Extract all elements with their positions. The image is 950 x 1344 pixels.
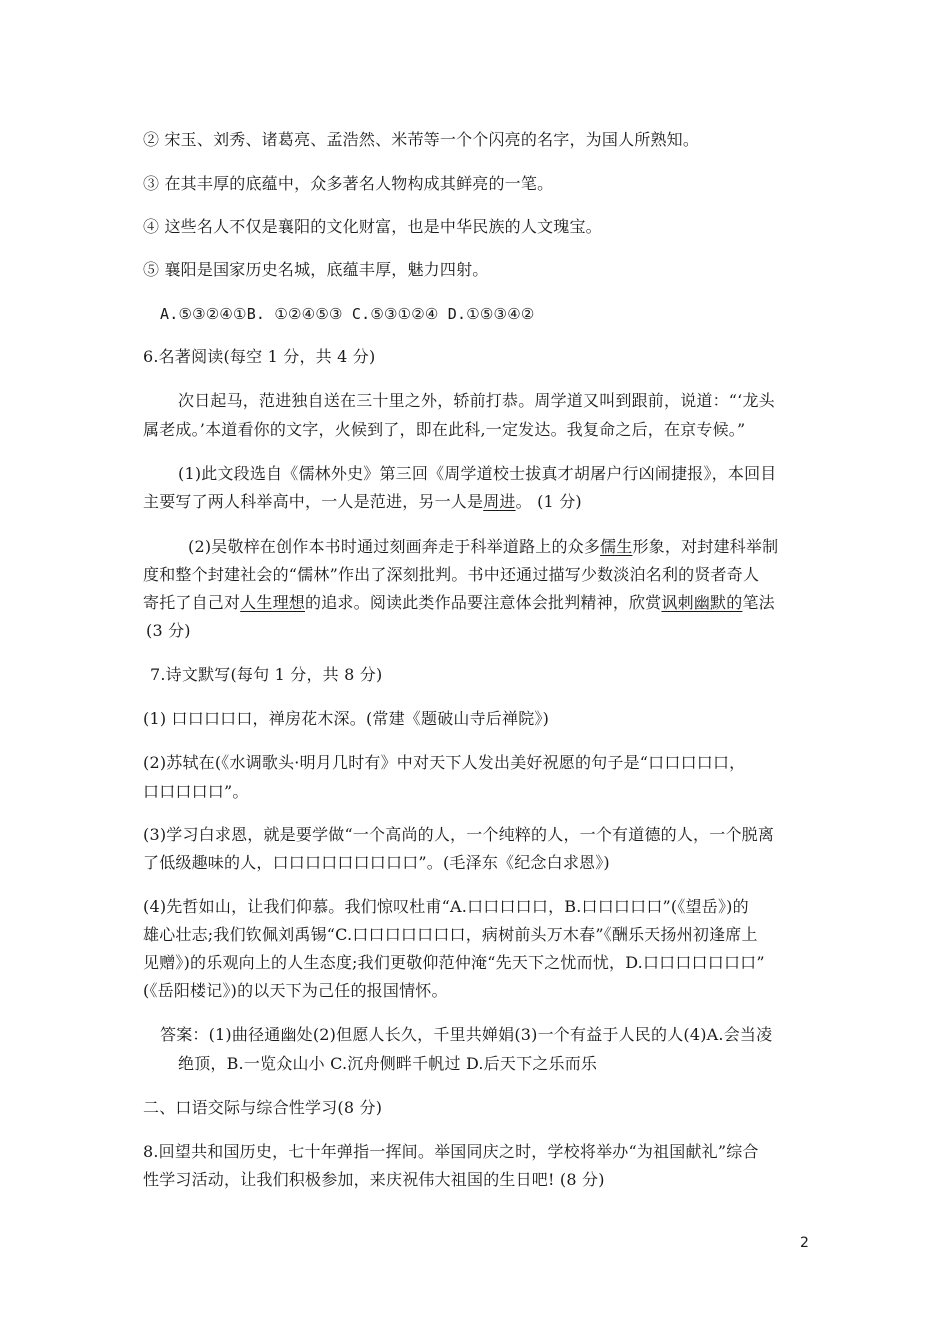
q6-part2-text-d: 的追求。阅读此类作品要注意体会批判精神，欣赏 bbox=[305, 593, 662, 612]
q6-part2-text-e: 笔法 bbox=[742, 593, 775, 612]
q7-sentence-4-line-1: (4)先哲如山，让我们仰慕。我们惊叹杜甫“A.口口口口口，B.口口口口口”(《望岳》)的 bbox=[143, 897, 749, 916]
q6-part1-score: 。 (1 分) bbox=[515, 492, 582, 511]
answer-options: A.⑤③②④①B. ①②④⑤③ C.⑤③①②④ D.①⑤③④② bbox=[160, 305, 535, 323]
q6-part2-line-2: 度和整个封建社会的“儒林”作出了深刻批判。书中还通过描写少数淡泊名利的贤者奇人 bbox=[143, 565, 760, 584]
q8-line-2: 性学习活动，让我们积极参加，来庆祝伟大祖国的生日吧! (8 分) bbox=[143, 1170, 605, 1189]
q6-part1-line-1: (1)此文段选自《儒林外史》第三回《周学道校士拔真才胡屠户行凶闹捷报》，本回目 bbox=[178, 464, 777, 483]
q6-part2-score: (3 分) bbox=[146, 621, 191, 640]
q6-part2-text-c: 寄托了自己对 bbox=[143, 593, 241, 612]
item-2: ② 宋玉、刘秀、诸葛亮、孟浩然、米芾等一个个闪亮的名字，为国人所熟知。 bbox=[143, 130, 700, 149]
q6-passage-line-1: 次日起马，范进独自送在三十里之外，轿前打恭。周学道又叫到跟前，说道：“‘龙头 bbox=[178, 391, 775, 410]
q7-answer-line-2: 绝顶，B.一览众山小 C.沉舟侧畔千帆过 D.后天下之乐而乐 bbox=[178, 1054, 598, 1073]
item-3: ③ 在其丰厚的底蕴中，众多著名人物构成其鲜亮的一笔。 bbox=[143, 174, 554, 193]
q6-part2-text-b: 形象，对封建科举制 bbox=[632, 537, 779, 556]
q6-title: 6.名著阅读(每空 1 分，共 4 分) bbox=[143, 347, 376, 366]
item-4: ④ 这些名人不仅是襄阳的文化财富，也是中华民族的人文瑰宝。 bbox=[143, 217, 602, 236]
q6-part1-text: 主要写了两人科举高中，一人是范进，另一人是 bbox=[143, 492, 484, 511]
q7-sentence-4-line-4: (《岳阳楼记》)的以天下为己任的报国情怀。 bbox=[143, 981, 448, 1000]
page-number: 2 bbox=[800, 1235, 810, 1251]
q7-sentence-4-line-3: 见赠》)的乐观向上的人生态度;我们更敬仰范仲淹“先天下之忧而忧，D.口口口口口口口” bbox=[143, 953, 765, 972]
q7-sentence-2-line-2: 口口口口口”。 bbox=[143, 782, 249, 801]
q6-part2-line-1 bbox=[188, 537, 778, 557]
q7-sentence-4-line-2: 雄心壮志;我们钦佩刘禹锡“C.口口口口口口口，病树前头万木春”《酬乐天扬州初逢席上 bbox=[143, 925, 758, 944]
q6-passage-line-2: 属老成。’本道看你的文字，火候到了，即在此科,一定发达。我复命之后，在京专候。” bbox=[143, 420, 746, 439]
q6-part1-line-2 bbox=[143, 492, 582, 512]
q7-answer-line-1: 答案：(1)曲径通幽处(2)但愿人长久，千里共婵娟(3)一个有益于人民的人(4)A.会当凌 bbox=[160, 1025, 773, 1044]
q6-part2-answer-b: 人生理想 bbox=[240, 593, 306, 612]
q6-part1-answer: 周进 bbox=[483, 492, 516, 511]
q7-sentence-3-line-1: (3)学习白求恩，就是要学做“一个高尚的人，一个纯粹的人，一个有道德的人，一个脱离 bbox=[143, 825, 775, 844]
q6-part2-answer-c: 讽刺幽默的 bbox=[661, 593, 743, 612]
q7-title: 7.诗文默写(每句 1 分，共 8 分) bbox=[150, 665, 383, 684]
q8-line-1: 8.回望共和国历史，七十年弹指一挥间。举国同庆之时，学校将举办“为祖国献礼”综合 bbox=[143, 1142, 759, 1161]
item-5: ⑤ 襄阳是国家历史名城，底蕴丰厚，魅力四射。 bbox=[143, 260, 489, 279]
q7-sentence-2-line-1: (2)苏轼在(《水调歌头·明月几时有》中对天下人发出美好祝愿的句子是“口口口口口， bbox=[143, 753, 746, 772]
q7-sentence-3-line-2: 了低级趣味的人，口口口口口口口口口”。(毛泽东《纪念白求恩》) bbox=[143, 853, 610, 872]
q6-part2-answer-a: 儒生 bbox=[600, 537, 633, 556]
q6-part2-text-a: (2)吴敬梓在创作本书时通过刻画奔走于科举道路上的众多 bbox=[188, 537, 601, 556]
section-2-title: 二、口语交际与综合性学习(8 分) bbox=[143, 1098, 383, 1117]
q7-sentence-1: (1) 口口口口口，禅房花木深。(常建《题破山寺后禅院》) bbox=[143, 709, 550, 728]
q6-part2-line-3 bbox=[143, 593, 775, 613]
